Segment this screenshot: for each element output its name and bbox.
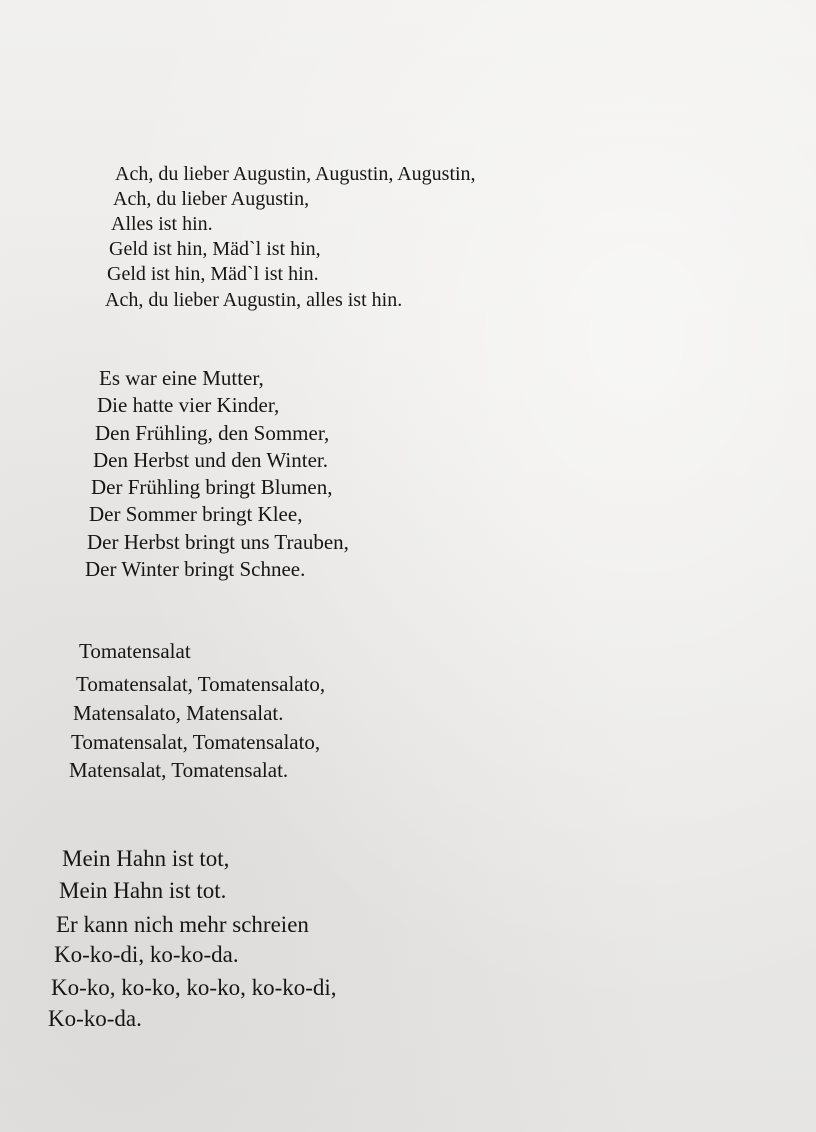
poem-line: Tomatensalat, Tomatensalato, xyxy=(71,730,321,754)
poem-line: Ko-ko-di, ko-ko-da. xyxy=(54,942,239,967)
poem-line: Mein Hahn ist tot, xyxy=(62,846,230,871)
poem-line: Ach, du lieber Augustin, Augustin, Augustin, xyxy=(115,163,476,185)
poem-line: Matensalato, Matensalat. xyxy=(73,701,284,725)
poem-line: Mein Hahn ist tot. xyxy=(59,878,227,903)
poem-line: Geld ist hin, Mäd`l ist hin. xyxy=(107,263,319,285)
poem-line: Der Frühling bringt Blumen, xyxy=(91,475,333,499)
poem-line: Ko-ko, ko-ko, ko-ko, ko-ko-di, xyxy=(51,975,337,1000)
poem-line: Tomatensalat, Tomatensalato, xyxy=(76,672,326,696)
poem-line: Es war eine Mutter, xyxy=(99,366,264,390)
poem-line: Matensalat, Tomatensalat. xyxy=(69,758,289,782)
poem-line: Der Winter bringt Schnee. xyxy=(85,557,306,581)
poem-line: Alles ist hin. xyxy=(111,213,213,235)
poem-line: Er kann nich mehr schreien xyxy=(56,912,309,937)
poem-line: Ko-ko-da. xyxy=(48,1006,142,1031)
poem-line: Der Sommer bringt Klee, xyxy=(89,502,303,526)
poem-line: Den Frühling, den Sommer, xyxy=(95,421,330,445)
poem-line: Der Herbst bringt uns Trauben, xyxy=(87,530,349,554)
poem-line: Ach, du lieber Augustin, xyxy=(113,188,310,210)
poem-line: Geld ist hin, Mäd`l ist hin, xyxy=(109,238,321,260)
poem-line: Ach, du lieber Augustin, alles ist hin. xyxy=(105,289,403,311)
poem-title: Tomatensalat xyxy=(79,639,191,663)
poem-line: Den Herbst und den Winter. xyxy=(93,448,328,472)
poem-line: Die hatte vier Kinder, xyxy=(97,393,280,417)
